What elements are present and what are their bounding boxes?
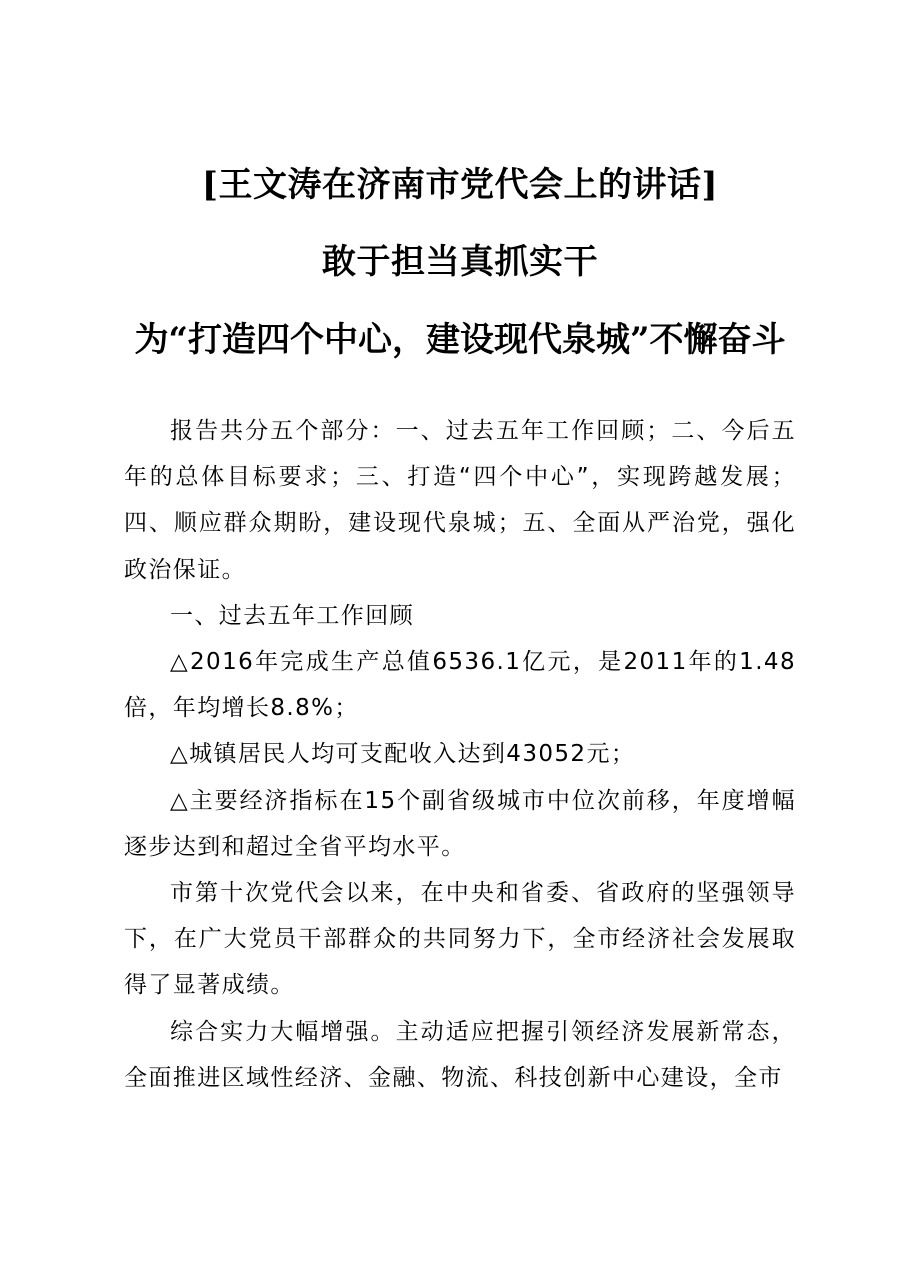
paragraph-report-outline: 报告共分五个部分：一、过去五年工作回顾；二、今后五年的总体目标要求；三、打造“四个中心”，实现跨越发展；四、顺应群众期盼，建设现代泉城；五、全面从严治党，强化政治保证。 <box>124 418 796 583</box>
document-page <box>124 150 796 1101</box>
paragraph-achievements: 市第十次党代会以来，在中央和省委、省政府的坚强领导下，在广大党员干部群众的共同努力下，全市经济社会发展取得了显著成绩。 <box>124 880 796 999</box>
document-title-line-2: 敢于担当真抓实干 <box>322 242 598 282</box>
document-title-line-3: 为“打造四个中心，建设现代泉城”不懈奋斗 <box>134 320 786 360</box>
section-heading-review: 一、过去五年工作回顾 <box>170 602 414 629</box>
document-title-line-1: [王文涛在济南市党代会上的讲话] <box>201 165 719 205</box>
paragraph-income: △城镇居民人均可支配收入达到43052元； <box>170 741 636 768</box>
paragraph-gdp: △2016年完成生产总值6536.1亿元，是2011年的1.48倍，年均增长8.8%； <box>124 649 796 722</box>
document-body <box>124 408 796 1101</box>
paragraph-indicators: △主要经济指标在15个副省级城市中位次前移，年度增幅逐步达到和超过全省平均水平。 <box>124 787 796 860</box>
paragraph-strength: 综合实力大幅增强。主动适应把握引领经济发展新常态，全面推进区域性经济、金融、物流、科技创新中心建设，全市 <box>124 1018 796 1091</box>
